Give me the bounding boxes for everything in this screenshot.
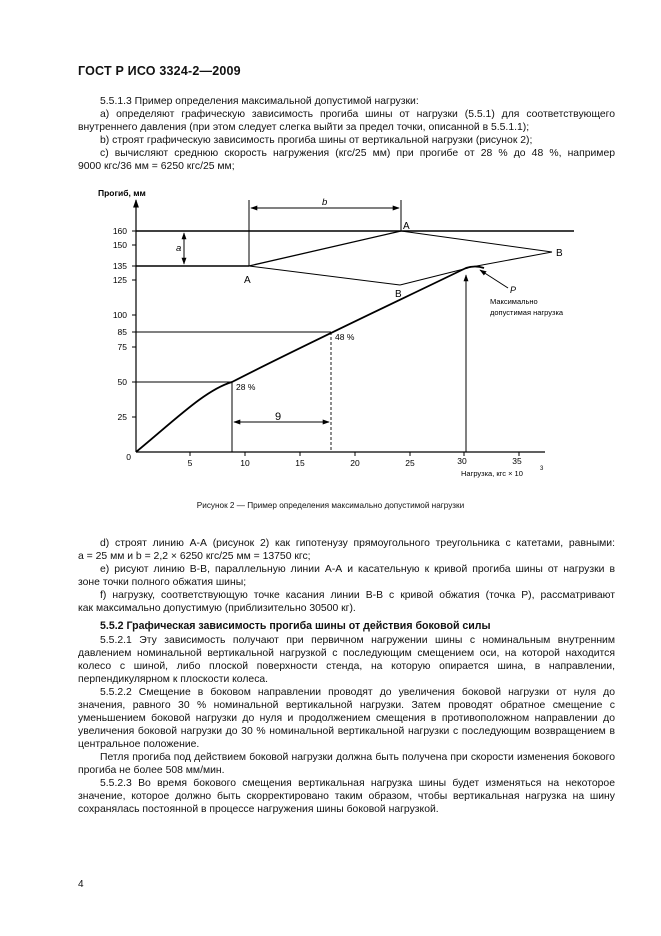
line-B-B	[466, 252, 552, 268]
steps-block	[78, 537, 615, 615]
page-number: 4	[78, 879, 84, 890]
label-a: a	[176, 243, 182, 254]
intro-line: внутреннего давления (при этом следует слегка выйти за предел точки, описанной в 5.5.1.1);	[78, 122, 530, 133]
step-line: a = 25 мм и b = 2,2 × 6250 кгс/25 мм = 13750 кгс;	[78, 551, 311, 562]
intro-line: c) вычисляют среднюю скорость нагружения (кгс/25 мм) при прогибе от 28 % до 48 %, например	[100, 148, 615, 159]
x-tick: 10	[240, 458, 250, 468]
y-tick: 0	[126, 452, 131, 462]
y-tick: 50	[117, 377, 127, 387]
y-tick: 150	[112, 240, 127, 250]
y-axis-label: Прогиб, мм	[98, 188, 146, 198]
figure-caption: Рисунок 2 — Пример определения максимально допустимой нагрузки	[196, 501, 465, 510]
deflection-curve	[136, 267, 484, 453]
step-line: f) нагрузку, соответствующую точке касания линии В-В с кривой обжатия (точка Р), рассматривают	[100, 590, 615, 601]
x-axis-label-exp: 3	[540, 466, 544, 472]
label-A-top: A	[403, 221, 410, 232]
y-tick: 125	[112, 275, 127, 285]
x-axis-label: Нагрузка, кгс × 10	[461, 469, 523, 478]
step-line: как максимально допустимую (приблизительно 30500 кг).	[78, 603, 356, 614]
line-A-A	[249, 231, 401, 266]
paragraphs-block	[78, 634, 615, 816]
label-B-right: B	[556, 248, 563, 259]
x-tick: 25	[405, 458, 415, 468]
document-header: ГОСТ Р ИСО 3324-2—2009	[78, 64, 241, 78]
line-lower	[249, 266, 400, 285]
label-B-bottom: B	[395, 289, 402, 300]
paragraph: 5.5.2.2 Смещение в боковом направлении проводят до увеличения боковой нагрузки от нуля до значения, равного 30 % номинальной вертикальной нагрузки. Затем проводят обратное смещение с уменьшением боковой нагрузки до нуля и продолжением смещения в противоположном направлении до увеличения боковой нагрузки до 30 % номинальной вертикальной нагрузки с последующим возвращением в центральное положение.	[78, 687, 615, 750]
y-tick: 100	[112, 310, 127, 320]
label-max-2: допустимая нагрузка	[490, 308, 564, 317]
x-tick: 15	[295, 458, 305, 468]
line-A-B	[401, 231, 552, 252]
y-tick: 160	[112, 226, 127, 236]
intro-line: 5.5.1.3 Пример определения максимальной допустимой нагрузки:	[100, 96, 419, 107]
paragraph: Петля прогиба под действием боковой нагрузки должна быть получена при скорости изменения бокового прогиба не более 508 мм/мин.	[78, 752, 615, 776]
step-line: зоне точки полного обжатия шины;	[78, 577, 247, 588]
step-line: d) строят линию А-А (рисунок 2) как гипотенузу прямоугольного треугольника с катетами, равными:	[100, 538, 615, 549]
label-b: b	[322, 197, 328, 208]
paragraph: 5.5.2.3 Во время бокового смещения вертикальная нагрузка шины будет изменяться на некоторое значение, которое должно быть скорректировано таким образом, чтобы вертикальная нагрузка на шину сохранялась постоянной в процессе нагружения шины боковой нагрузкой.	[78, 778, 615, 815]
intro-line: b) строят графическую зависимость прогиба шины от вертикальной нагрузки (рисунок 2);	[100, 135, 533, 146]
paragraph: 5.5.2.1 Эту зависимость получают при первичном нагружении шины с номинальным внутренним давлением номинальной вертикальной нагрузкой с последующим смещением оси, на которой находится колесо с шиной, либо плоской поверхности стенда, на которую опирается шина, в направлении, перпендикулярном к плоскости колеса.	[78, 635, 615, 685]
label-9: 9	[275, 411, 282, 423]
x-tick: 5	[187, 458, 193, 468]
y-tick: 75	[117, 342, 127, 352]
step-line: e) рисуют линию B-B, параллельную линии А-А и касательную к кривой прогиба шины от нагрузки в	[100, 564, 615, 575]
y-tick: 135	[112, 261, 127, 271]
x-tick: 20	[350, 458, 360, 468]
section-title: 5.5.2 Графическая зависимость прогиба шины от действия боковой силы	[100, 620, 491, 632]
intro-line: 9000 кгс/36 мм = 6250 кгс/25 мм;	[78, 161, 235, 172]
label-28: 28 %	[236, 382, 256, 392]
p-arrow	[480, 270, 508, 288]
x-tick: 35	[512, 456, 522, 466]
label-A-left: A	[244, 275, 251, 286]
x-tick: 30	[457, 456, 467, 466]
y-tick: 85	[117, 327, 127, 337]
y-tick: 25	[117, 412, 127, 422]
label-max-1: Максимально	[490, 297, 538, 306]
intro-line: a) определяют графическую зависимость прогиба шины от нагрузки (5.5.1) для соответствующего	[100, 109, 615, 120]
label-P: P	[510, 285, 517, 295]
label-48: 48 %	[335, 332, 355, 342]
